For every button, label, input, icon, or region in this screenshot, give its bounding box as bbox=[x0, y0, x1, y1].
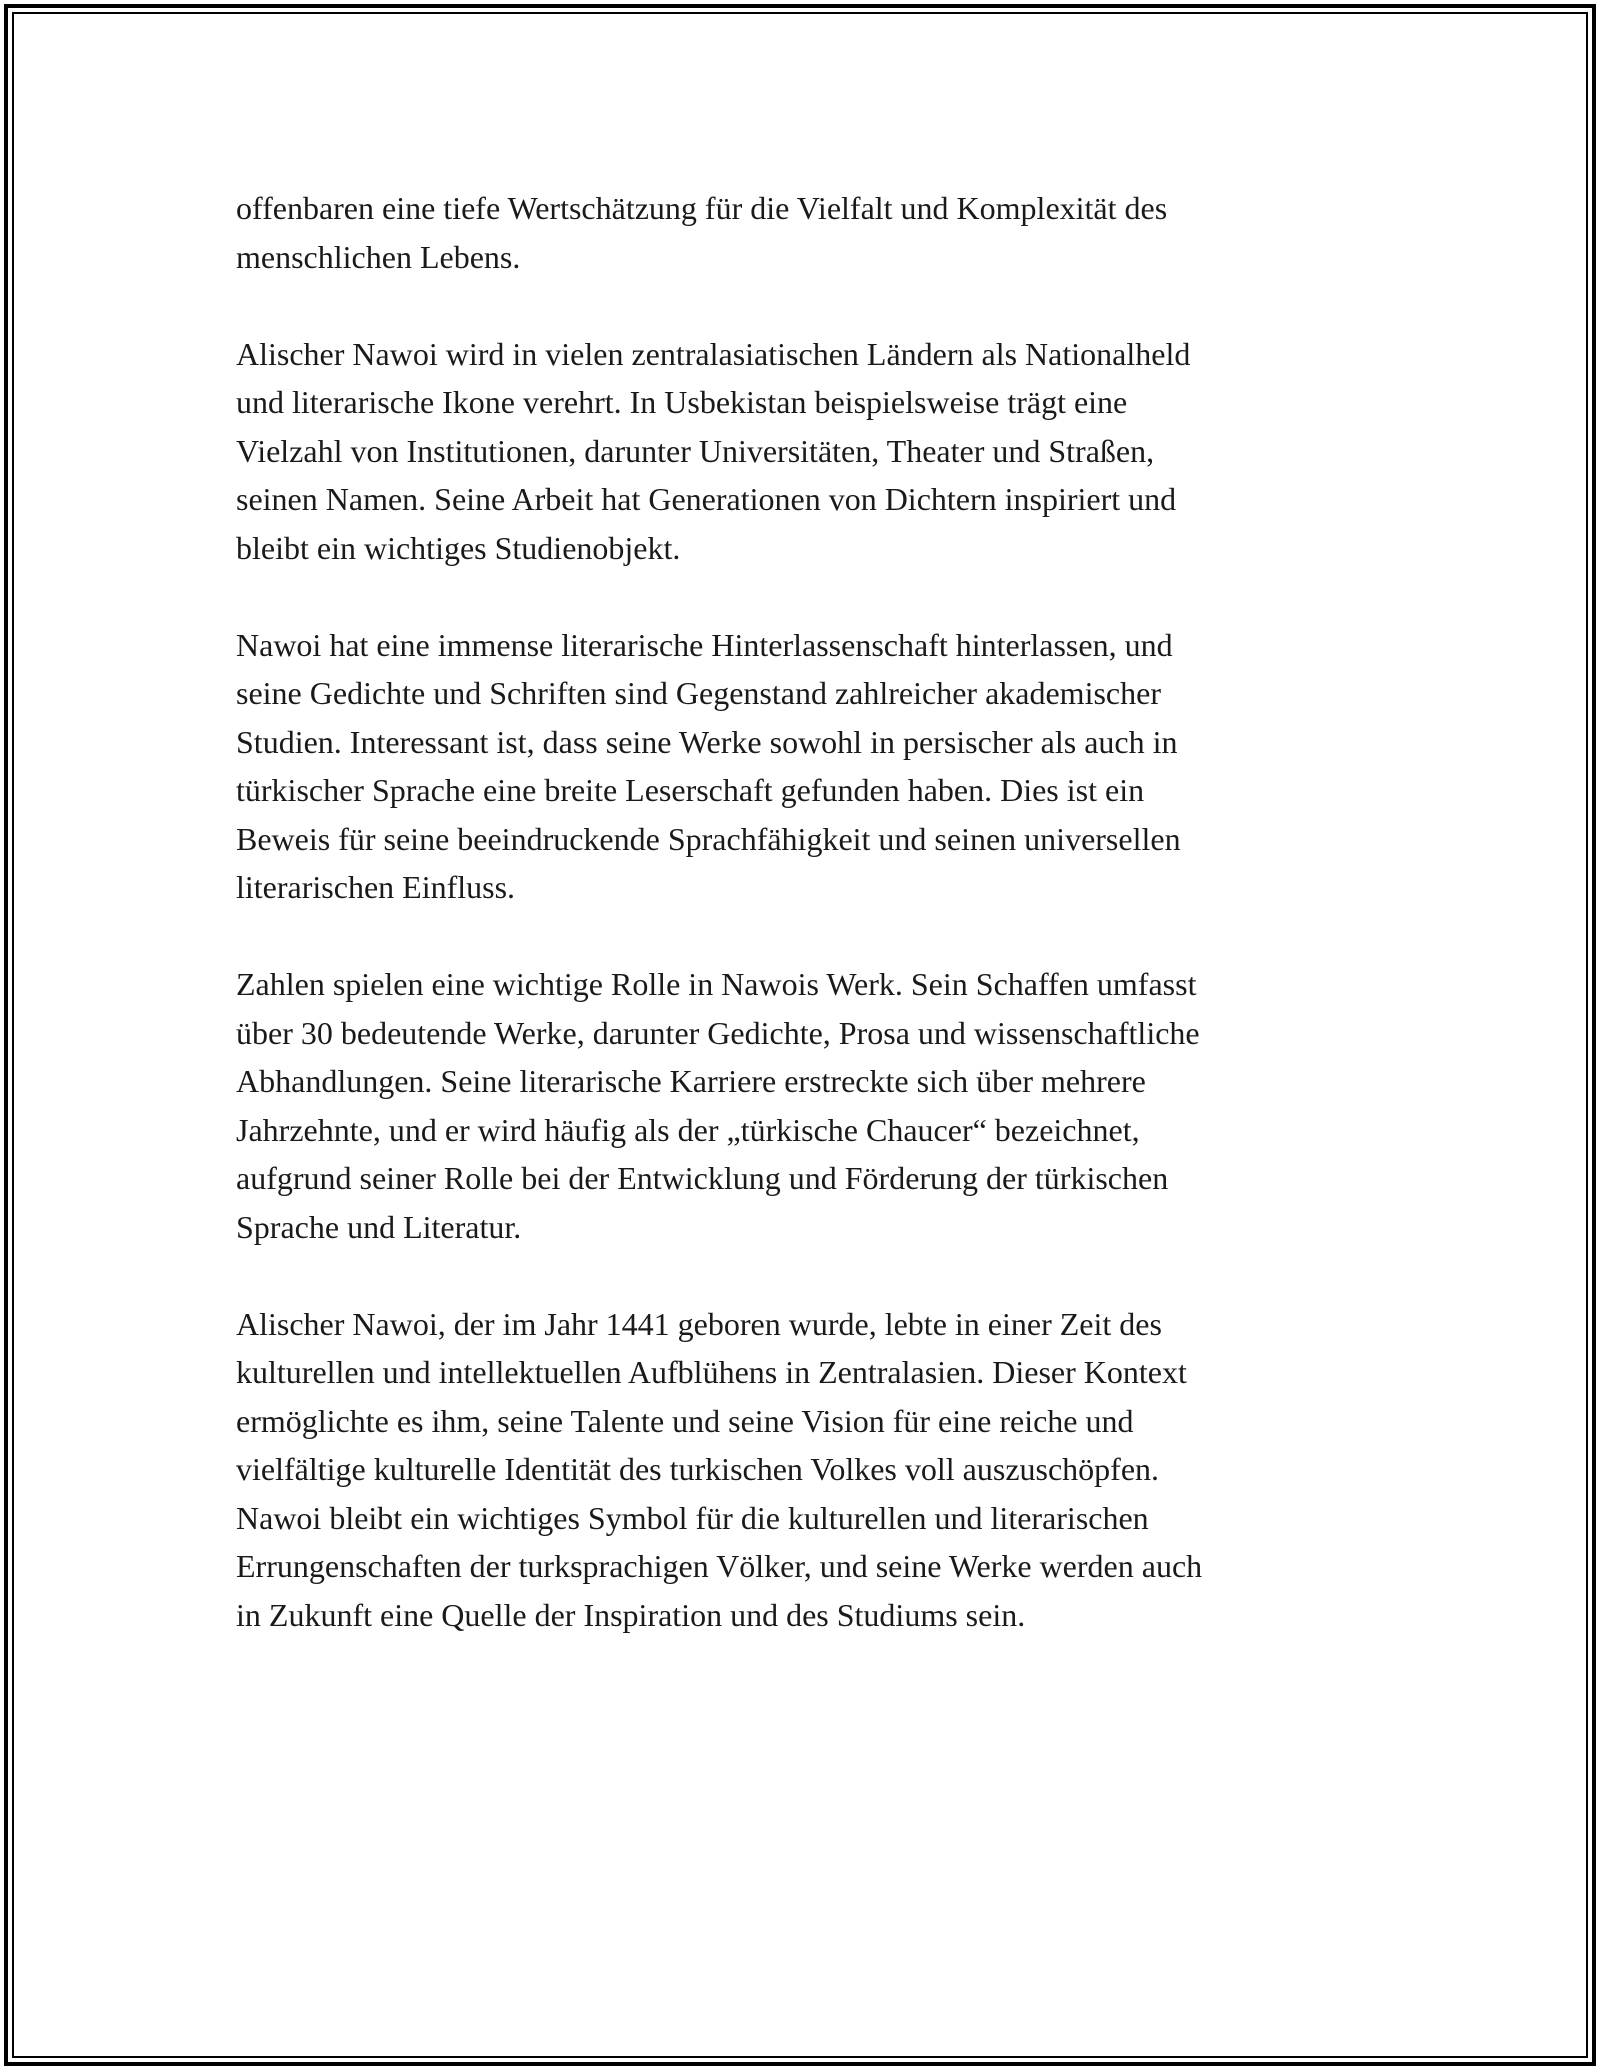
paragraph-5: Alischer Nawoi, der im Jahr 1441 geboren wurde, lebte in einer Zeit des kulturellen und intellektuellen Aufblühens in Zentralasien. Dieser Kontext ermöglichte es ihm, seine Talente und seine Vision für eine reiche und vielfältige kulturelle Identität des turkischen Volkes voll auszuschöpfen. Nawoi bleibt ein wichtiges Symbol für die kulturellen und literarischen Errungenschaften der turksprachigen Völker, und seine Werke werden auch in Zukunft eine Quelle der Inspiration und des Studiums sein. bbox=[236, 1305, 1203, 1633]
document-body bbox=[236, 184, 1376, 1688]
paragraph-4: Zahlen spielen eine wichtige Rolle in Nawois Werk. Sein Schaffen umfasst über 30 bedeutende Werke, darunter Gedichte, Prosa und wissenschaftliche Abhandlungen. Seine literarische Karriere erstreckte sich über mehrere Jahrzehnte, und er wird häufig als der „türkische Chaucer“ bezeichnet, aufgrund seiner Rolle bei der Entwicklung und Förderung der türkischen Sprache und Literatur. bbox=[236, 966, 1200, 1245]
paragraph-1: offenbaren eine tiefe Wertschätzung für die Vielfalt und Komplexität des menschlichen Lebens. bbox=[236, 190, 1168, 275]
paragraph-2: Alischer Nawoi wird in vielen zentralasiatischen Ländern als Nationalheld und literarische Ikone verehrt. In Usbekistan beispielsweise trägt eine Vielzahl von Institutionen, darunter Universitäten, Theater und Straßen, seinen Namen. Seine Arbeit hat Generationen von Dichtern inspiriert und bleibt ein wichtiges Studienobjekt. bbox=[236, 335, 1191, 566]
paragraph-3: Nawoi hat eine immense literarische Hinterlassenschaft hinterlassen, und seine Gedichte und Schriften sind Gegenstand zahlreicher akademischer Studien. Interessant ist, dass seine Werke sowohl in persischer als auch in türkischer Sprache eine breite Leserschaft gefunden haben. Dies ist ein Beweis für seine beeindruckende Sprachfähigkeit und seinen universellen literarischen Einfluss. bbox=[236, 626, 1181, 905]
